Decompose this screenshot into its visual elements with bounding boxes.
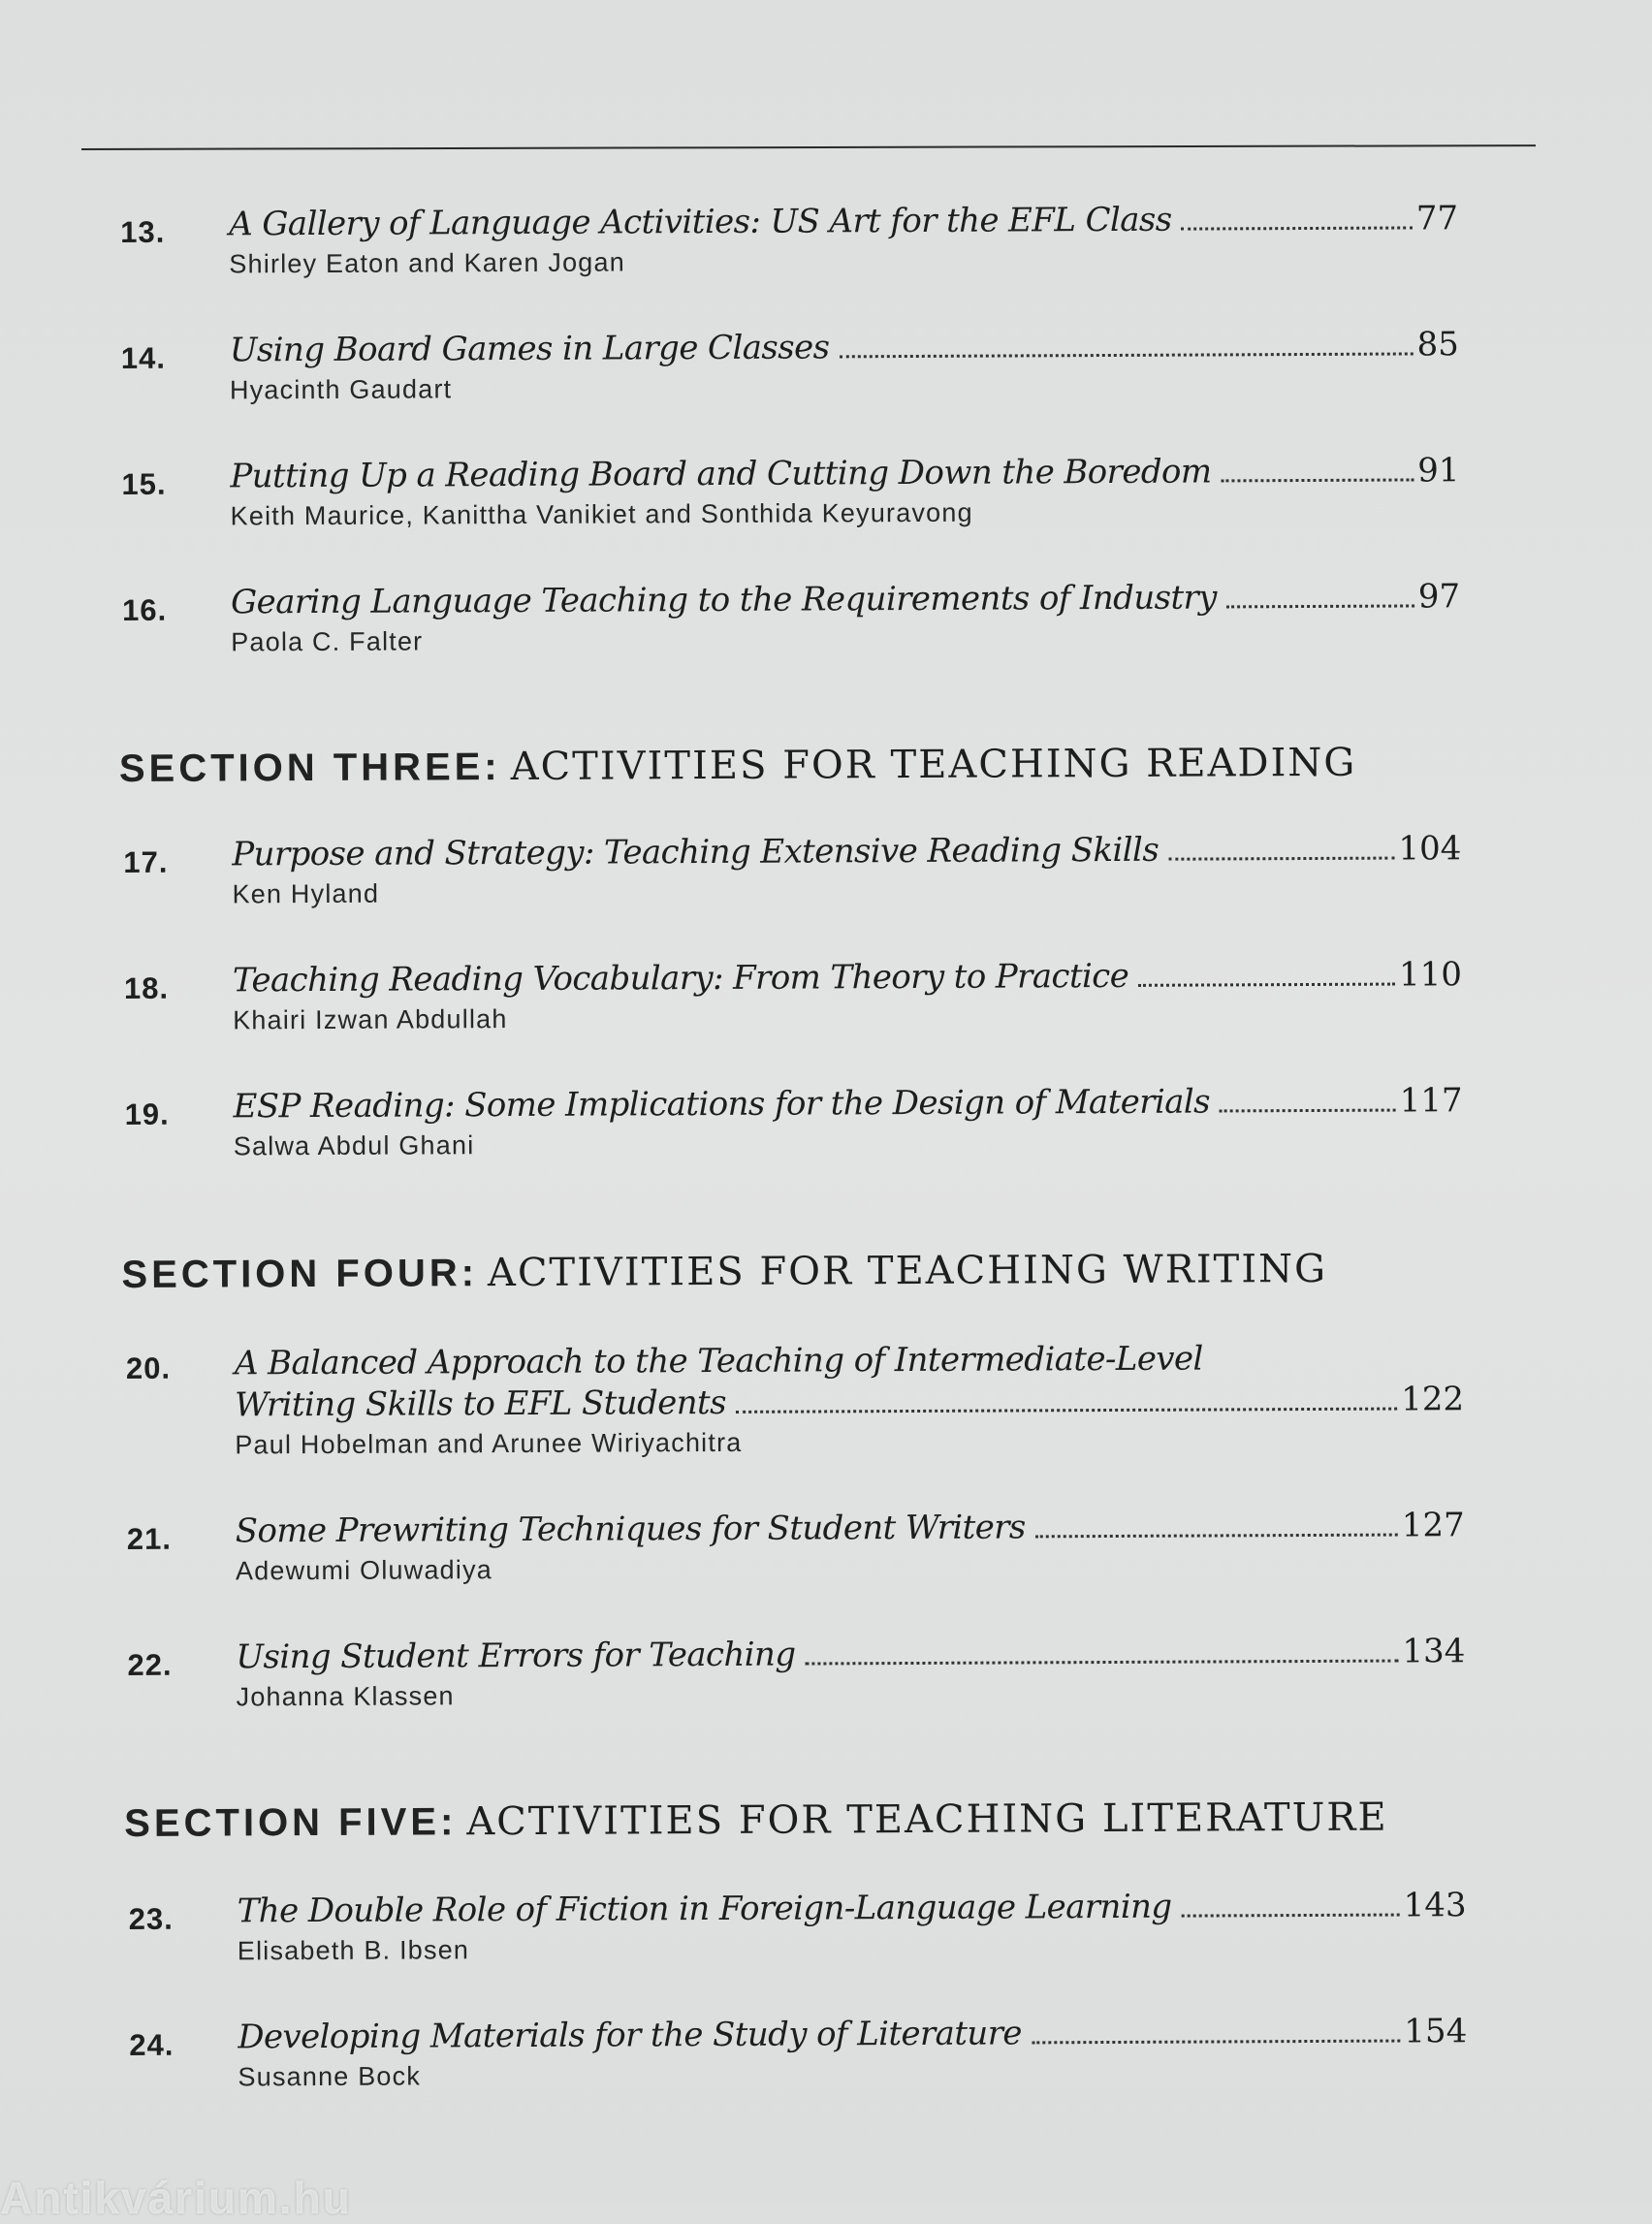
toc-entry bbox=[127, 1631, 1620, 1712]
page-number: 154 bbox=[1404, 2012, 1468, 2051]
entry-title: Teaching Reading Vocabulary: From Theory to Practice bbox=[232, 956, 1129, 1001]
dot-leader bbox=[1222, 478, 1414, 482]
entry-title: Developing Materials for the Study of Literature bbox=[238, 2014, 1022, 2057]
section-label: SECTION FOUR: bbox=[121, 1252, 479, 1296]
entry-author: Ken Hyland bbox=[232, 878, 380, 909]
entry-number: 21. bbox=[126, 1521, 172, 1556]
toc-entry bbox=[128, 1885, 1622, 1966]
entry-title: A Gallery of Language Activities: US Art for the EFL Class bbox=[229, 200, 1172, 244]
entry-author: Paul Hobelman and Arunee Wiriyachitra bbox=[235, 1427, 743, 1460]
toc-entry bbox=[122, 576, 1615, 657]
entry-author: Paola C. Falter bbox=[231, 626, 424, 657]
entry-title: Using Student Errors for Teaching bbox=[236, 1635, 796, 1677]
entry-title: Gearing Language Teaching to the Requirements of Industry bbox=[230, 578, 1217, 622]
entry-author: Adewumi Oluwadiya bbox=[235, 1555, 493, 1586]
dot-leader bbox=[1138, 983, 1395, 987]
toc-entry bbox=[129, 2011, 1622, 2092]
watermark: Antikvárium.hu bbox=[0, 2173, 352, 2223]
dot-leader bbox=[1182, 226, 1413, 230]
entry-number: 16. bbox=[122, 592, 168, 627]
entry-number: 19. bbox=[124, 1096, 170, 1131]
entry-title: Some Prewriting Techniques for Student Writers bbox=[235, 1508, 1026, 1551]
section-heading bbox=[124, 1795, 1388, 1846]
section-heading bbox=[119, 741, 1357, 791]
entry-number: 22. bbox=[127, 1647, 173, 1682]
entry-title: Putting Up a Reading Board and Cutting Down the Boredom bbox=[230, 452, 1212, 496]
section-heading bbox=[121, 1247, 1327, 1297]
section-label: SECTION THREE: bbox=[118, 746, 501, 790]
entry-author: Khairi Izwan Abdullah bbox=[233, 1004, 508, 1035]
entry-title: ESP Reading: Some Implications for the Design of Materials bbox=[233, 1082, 1211, 1127]
entry-number: 14. bbox=[120, 340, 167, 375]
entry-author: Elisabeth B. Ibsen bbox=[237, 1935, 470, 1966]
entry-number: 13. bbox=[120, 214, 166, 249]
page-number: 110 bbox=[1398, 955, 1463, 995]
page-number: 77 bbox=[1415, 199, 1459, 238]
dot-leader bbox=[1035, 1534, 1398, 1539]
entry-number: 18. bbox=[123, 970, 170, 1005]
toc-entry bbox=[121, 450, 1614, 531]
toc-entry bbox=[120, 198, 1613, 279]
dot-leader bbox=[736, 1408, 1397, 1414]
entry-title: Purpose and Strategy: Teaching Extensive Reading Skills bbox=[232, 830, 1160, 874]
page-number: 134 bbox=[1402, 1632, 1466, 1671]
dot-leader bbox=[1226, 604, 1414, 608]
entry-number: 23. bbox=[128, 1901, 174, 1936]
entry-number: 20. bbox=[125, 1350, 172, 1385]
page-number: 85 bbox=[1416, 325, 1459, 365]
toc-entry bbox=[125, 1334, 1619, 1460]
entry-author: Johanna Klassen bbox=[236, 1681, 455, 1712]
section-label: SECTION FIVE: bbox=[124, 1800, 458, 1845]
page-number: 143 bbox=[1403, 1886, 1467, 1925]
entry-author: Shirley Eaton and Karen Jogan bbox=[229, 247, 625, 279]
entry-author: Salwa Abdul Ghani bbox=[233, 1130, 475, 1161]
dot-leader bbox=[1220, 1109, 1396, 1113]
page-number: 122 bbox=[1401, 1380, 1465, 1419]
toc-entry bbox=[126, 1505, 1620, 1586]
entry-number: 24. bbox=[129, 2027, 175, 2062]
toc-entry bbox=[120, 324, 1614, 405]
page-number: 97 bbox=[1417, 577, 1461, 617]
toc-entry bbox=[124, 1080, 1618, 1161]
entry-author: Keith Maurice, Kanittha Vanikiet and Sonthida Keyuravong bbox=[230, 497, 973, 531]
dot-leader bbox=[1182, 1914, 1400, 1918]
entry-title-line1: A Balanced Approach to the Teaching of Intermediate-Level bbox=[234, 1339, 1203, 1383]
toc-entry bbox=[123, 954, 1617, 1035]
entry-number: 15. bbox=[121, 466, 167, 501]
entry-title: The Double Role of Fiction in Foreign-Language Learning bbox=[237, 1887, 1172, 1931]
dot-leader bbox=[839, 352, 1413, 358]
section-title: ACTIVITIES FOR TEACHING WRITING bbox=[487, 1246, 1328, 1296]
dot-leader bbox=[1032, 2040, 1401, 2045]
page-number: 127 bbox=[1401, 1506, 1465, 1545]
page-number: 91 bbox=[1417, 451, 1460, 491]
entry-title: Using Board Games in Large Classes bbox=[229, 328, 830, 370]
toc-entry bbox=[123, 828, 1616, 909]
entry-author: Susanne Bock bbox=[238, 2061, 422, 2092]
entry-title: Writing Skills to EFL Students bbox=[235, 1382, 727, 1425]
section-title: ACTIVITIES FOR TEACHING LITERATURE bbox=[466, 1795, 1388, 1845]
dot-leader bbox=[1168, 857, 1394, 861]
entry-author: Hyacinth Gaudart bbox=[229, 374, 453, 405]
page-number: 117 bbox=[1399, 1081, 1463, 1121]
section-title: ACTIVITIES FOR TEACHING READING bbox=[510, 740, 1357, 790]
dot-leader bbox=[805, 1660, 1398, 1666]
entry-number: 17. bbox=[123, 844, 169, 879]
page-number: 104 bbox=[1398, 829, 1462, 869]
